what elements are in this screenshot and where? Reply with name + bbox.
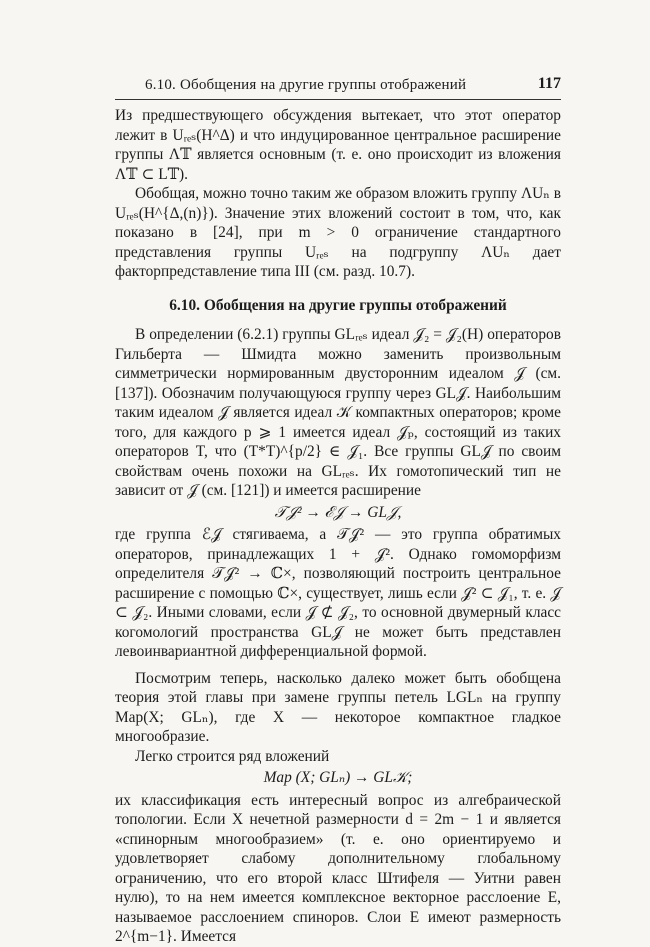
paragraph-3: В определении (6.2.1) группы GLᵣₑₛ идеал 𝒥₂ = 𝒥₂(H) операторов Гильберта — Шмидта можно заменить произвольным симметрически нормированным двусторонним идеалом 𝒥 (см. [137]). Обозначим получающуюся группу через GL𝒥. Наибольшим таким идеалом 𝒥 является идеал 𝒦 компактных операторов; кроме того, для каждого p ⩾ 1 имеется идеал 𝒥ₚ, состоящий из таких операторов T, что (T*T)^{p/2} ∈ 𝒥₁. Все группы GL𝒥 по своим свойствам очень похожи на GLᵣₑₛ. Их гомотопический тип не зависит от 𝒥 (см. [121]) и имеется расширение [115,326,561,499]
paragraph-gap [115,662,561,669]
paragraph-6: Легко строится ряд вложений [135,747,330,765]
header-rule [115,99,561,100]
section-heading: 6.10. Обобщения на другие группы отображений [169,296,507,314]
page-number: 117 [537,75,561,92]
running-head [115,75,561,97]
paragraph-4: где группа ℰ𝒥 стягиваема, а 𝒯𝒥² — это группа обратимых операторов, принадлежащих 1 + 𝒥². Однако гомоморфизм определителя 𝒯𝒥² → ℂ×, позволяющий построить центральное расширение с помощью ℂ×, существует, лишь если 𝒥² ⊂ 𝒥₁, т. е. 𝒥 ⊂ 𝒥₂. Иными словами, если 𝒥 ⊄ 𝒥₂, то основной двумерный класс когомологий пространства GL𝒥 не может быть представлен левоинвариантной дифференциальной формой. [115,526,561,660]
paragraph-7: их классификация есть интересный вопрос из алгебраической топологии. Если X нечетной размерности d = 2m − 1 и является «спинорным многообразием» (т. е. оно ориентируемо и удовлетворяет слабому дополнительному глобальному ограничению, что его второй класс Штифеля — Уитни равен нулю), то на нем имеется комплексное векторное расслоение E, называемое расслоением спиноров. Слои E имеют размерность 2^{m−1}. Имеется [115,791,561,945]
page-body [115,106,561,947]
paragraph-5: Посмотрим теперь, насколько далеко может быть обобщена теория этой главы при замене группы петель LGLₙ на группу Map(X; GLₙ), где X — некоторое компактное гладкое многообразие. [115,669,561,745]
running-head-title: 6.10. Обобщения на другие группы отображений [145,77,467,93]
formula-embedding: Map (X; GLₙ) → GL𝒦; [263,769,413,786]
paragraph-2: Обобщая, можно точно таким же образом вложить группу ΛUₙ в Uᵣₑₛ(H^{Δ,(n)}). Значение этих вложений состоит в том, что, как показано в [24], при m > 0 ограничение стандартного представления группы Uᵣₑₛ на подгруппу ΛUₙ дает факторпредставление типа III (см. разд. 10.7). [115,185,561,280]
paragraph-1: Из предшествующего обсуждения вытекает, что этот оператор лежит в Uᵣₑₛ(H^Δ) и что индуцированное центральное расширение группы Λ𝕋 является основным (т. е. оно происходит из вложения Λ𝕋 ⊂ L𝕋). [115,107,561,183]
formula-extension: 𝒯𝒥² → ℰ𝒥 → GL𝒥, [274,503,402,521]
